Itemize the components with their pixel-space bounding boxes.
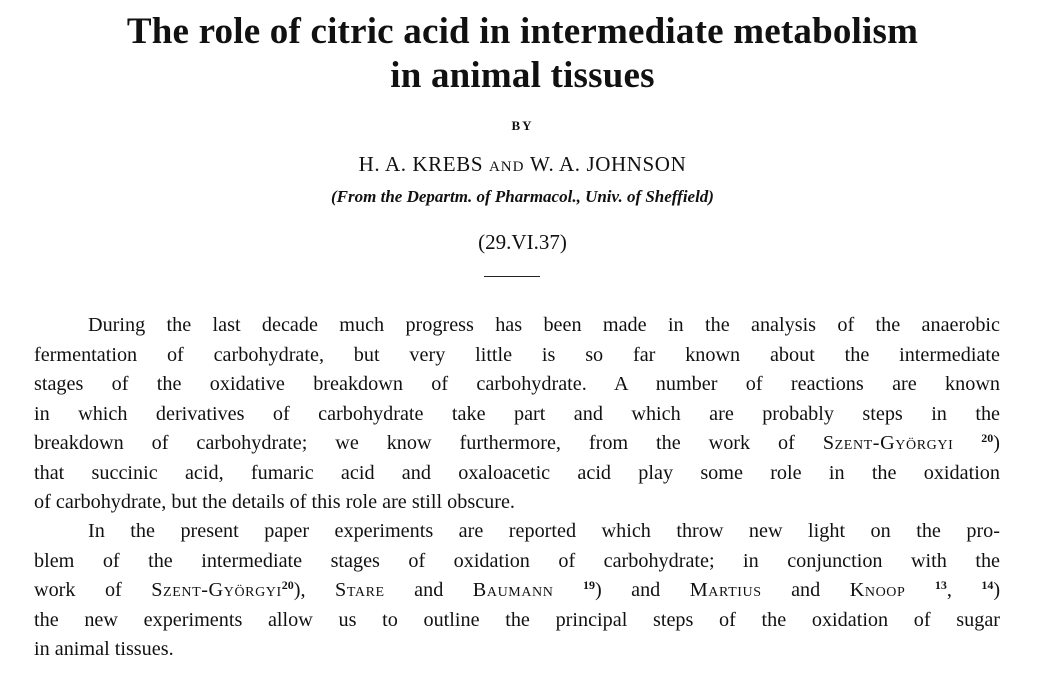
citation-ref: 13: [934, 578, 947, 592]
citation-ref: 20: [281, 578, 294, 592]
text-segment: ,: [946, 579, 952, 601]
title-divider: [484, 276, 540, 277]
byline-label: BY: [511, 118, 534, 133]
citation-author: Baumann: [472, 579, 554, 601]
text-segment: ) and: [594, 579, 661, 601]
paper-title: [0, 10, 1045, 98]
text-line: [34, 576, 1000, 606]
author-krebs: H. A. KREBS: [358, 152, 484, 176]
paragraph-2: [34, 517, 1000, 665]
citation-ref: 14: [981, 578, 994, 592]
text-segment: breakdown of carbohydrate; we know furthermore, from the work of: [34, 432, 795, 454]
citation-ref: 19: [582, 578, 595, 592]
text-line: blem of the intermediate stages of oxidation of carbohydrate; in conjunction with the: [34, 549, 1000, 572]
text-segment: and: [791, 579, 821, 601]
text-line: in animal tissues.: [34, 638, 174, 660]
text-segment: work of: [34, 579, 122, 601]
text-segment: ),: [293, 579, 306, 601]
text-line: fermentation of carbohydrate, but very little is so far known about the intermediate: [34, 343, 1000, 366]
text-line: During the last decade much progress has been made in the analysis of the anaerobic: [88, 314, 1000, 336]
text-line: the new experiments allow us to outline the principal steps of the oxidation of sugar: [34, 608, 1000, 631]
text-line: In the present paper experiments are reported which throw new light on the pro-: [88, 520, 1000, 542]
citation-author: Martius: [689, 579, 762, 601]
text-segment: ): [993, 579, 1001, 601]
received-date: (29.VI.37): [478, 230, 567, 254]
citation-author: Szent-Györgyi: [822, 432, 954, 454]
citation-author: Szent-Györgyi: [151, 579, 282, 601]
authors: [0, 152, 1045, 177]
title-line-2: in animal tissues: [390, 55, 655, 96]
citation-author: Stare: [335, 579, 385, 601]
text-line: stages of the oxidative breakdown of carbohydrate. A number of reactions are known: [34, 373, 1000, 395]
text-line: in which derivatives of carbohydrate take part and which are probably steps in the: [34, 402, 1000, 425]
title-line-1: The role of citric acid in intermediate metabolism: [126, 11, 919, 52]
text-line: that succinic acid, fumaric acid and oxaloacetic acid play some role in the oxidation: [34, 461, 1000, 484]
text-line: [34, 429, 1000, 459]
citation-author: Knoop: [849, 579, 906, 601]
text-segment: and: [414, 579, 444, 601]
citation-ref: 20: [981, 431, 994, 445]
author-johnson: W. A. JOHNSON: [529, 152, 687, 176]
text-segment: ): [993, 432, 1001, 454]
affiliation: (From the Departm. of Pharmacol., Univ. of Sheffield): [331, 187, 714, 206]
author-conjunction: AND: [488, 159, 525, 175]
paragraph-1: [34, 311, 1000, 518]
text-line: of carbohydrate, but the details of this role are still obscure.: [34, 491, 515, 513]
